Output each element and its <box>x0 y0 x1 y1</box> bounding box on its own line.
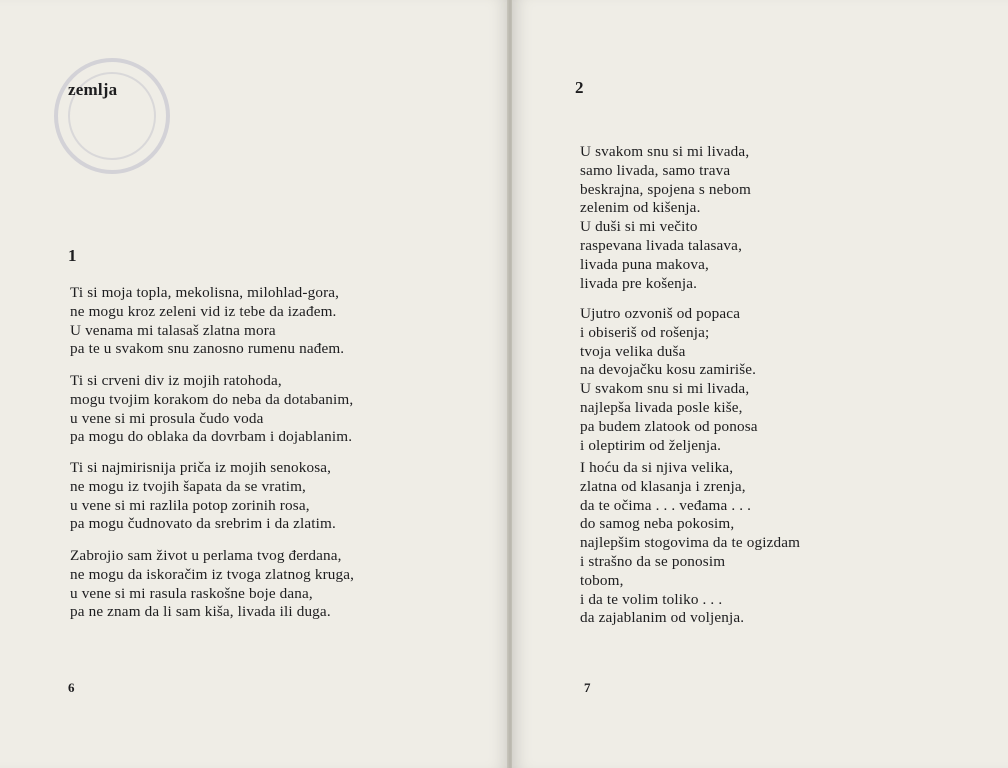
page-number: 7 <box>584 680 591 695</box>
poem-line: I hoću da si njiva velika, <box>580 459 734 476</box>
stanza-1 <box>580 143 751 293</box>
section-title: zemlja <box>68 80 118 99</box>
poem-line: pa ne znam da li sam kiša, livada ili duga. <box>70 603 331 621</box>
poem-line: pa mogu čudnovato da srebrim i da zlatim. <box>70 515 336 533</box>
poem-line: livada puna makova, <box>580 255 709 273</box>
poem-line: U duši si mi večito <box>580 218 698 236</box>
poem-line: pa mogu do oblaka da dovrbam i dojablanim. <box>70 428 353 446</box>
poem-line: U venama mi talasaš zlatna mora <box>70 321 276 339</box>
poem-line: ne mogu da iskoračim iz tvoga zlatnog kruga, <box>70 565 355 583</box>
poem-line: u vene si mi razlila potop zorinih rosa, <box>70 496 310 514</box>
stanza-3 <box>580 459 800 628</box>
poem-line: najlepša livada posle kiše, <box>580 398 743 416</box>
poem-line: samo livada, samo trava <box>580 161 731 179</box>
stanza-2 <box>70 372 353 447</box>
poem-line: da te očima . . . veđama . . . <box>580 496 752 514</box>
poem-line: i strašno da se ponosim <box>580 552 726 570</box>
poem-line: na devojačku kosu zamiriše. <box>580 361 757 379</box>
poem-line: ne mogu kroz zeleni vid iz tebe da izađem. <box>70 302 337 320</box>
poem-line: tvoja velika duša <box>580 342 686 360</box>
poem-line: Ti si crveni div iz mojih ratohoda, <box>70 372 282 389</box>
poem-line: mogu tvojim korakom do neba da dotabanim, <box>70 390 354 408</box>
poem-line: pa te u svakom snu zanosno rumenu nađem. <box>70 340 345 358</box>
poem-line: pa budem zlatook od ponosa <box>580 417 758 435</box>
poem-line: beskrajna, spojena s nebom <box>580 180 751 198</box>
poem-line: U svakom snu si mi livada, <box>580 143 750 160</box>
poem-line: ne mogu iz tvojih šapata da se vratim, <box>70 477 306 495</box>
page-number: 6 <box>68 680 75 695</box>
poem-line: Ti si moja topla, mekolisna, milohlad-gora, <box>70 284 340 301</box>
poem-line: tobom, <box>580 571 624 589</box>
poem-line: zlatna od klasanja i zrenja, <box>580 477 746 495</box>
stanza-1 <box>70 284 344 359</box>
poem-line: u vene si mi rasula raskošne boje dana, <box>70 584 313 602</box>
poem-line: u vene si mi prosula čudo voda <box>70 409 264 427</box>
poem-line: da zajablanim od voljenja. <box>580 609 745 627</box>
poem-line: najlepšim stogovima da te ogizdam <box>580 534 801 552</box>
right-page <box>512 0 1008 768</box>
poem-line: i da te volim toliko . . . <box>580 590 723 608</box>
library-stamp <box>54 58 170 174</box>
poem-line: i oleptirim od željenja. <box>580 436 722 454</box>
poem-line: Zabrojio sam život u perlama tvog đerdana, <box>70 547 342 564</box>
poem-line: U svakom snu si mi livada, <box>580 380 750 398</box>
poem-line: zelenim od kišenja. <box>580 199 701 217</box>
poem-line: livada pre košenja. <box>580 274 698 292</box>
poem-line: do samog neba pokosim, <box>580 515 735 533</box>
stanza-3 <box>70 459 336 534</box>
poem-line: raspevana livada talasava, <box>580 236 743 254</box>
poem-line: Ujutro ozvoniš od popaca <box>580 305 741 322</box>
poem-number: 1 <box>68 246 77 265</box>
poem-line: Ti si najmirisnija priča iz mojih senokosa, <box>70 459 332 476</box>
poem-line: i obiseriš od rošenja; <box>580 323 710 341</box>
stanza-2 <box>580 305 758 455</box>
poem-number: 2 <box>575 78 584 97</box>
stanza-4 <box>70 547 354 622</box>
